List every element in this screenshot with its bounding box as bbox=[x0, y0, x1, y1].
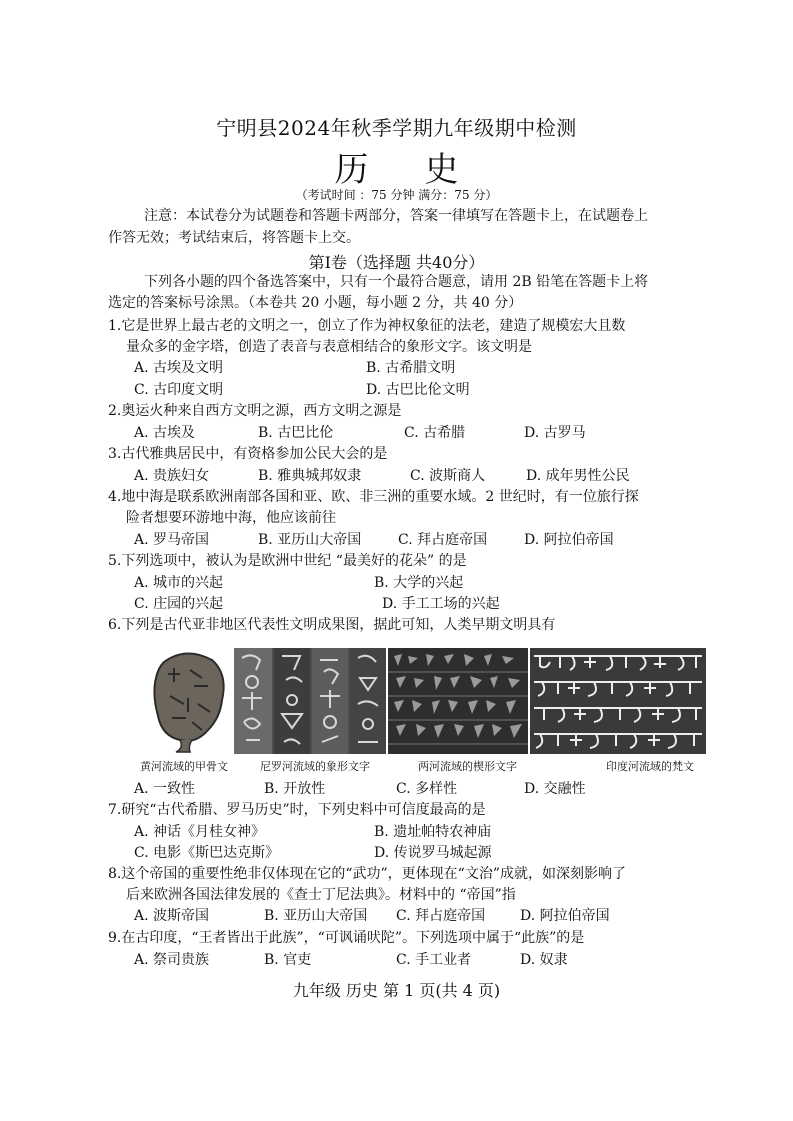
q9-option-c: C. 手工业者 bbox=[396, 952, 472, 968]
caption-sanskrit: 印度河流域的梵文 bbox=[606, 760, 694, 773]
q5-option-d: D. 手工工场的兴起 bbox=[382, 596, 500, 612]
question-4-options bbox=[134, 530, 734, 551]
q8-option-a: A. 波斯帝国 bbox=[134, 908, 210, 924]
caption-oracle-bone: 黄河流域的甲骨文 bbox=[140, 760, 228, 773]
question-1 bbox=[108, 316, 728, 358]
q3-option-d: D. 成年男性公民 bbox=[526, 468, 630, 484]
q1-option-d: D. 古巴比伦文明 bbox=[366, 382, 470, 398]
q2-option-b: B. 古巴比伦 bbox=[258, 425, 334, 441]
question-7 bbox=[108, 800, 728, 821]
question-3-stem: 3.古代雅典居民中，有资格参加公民大会的是 bbox=[108, 446, 388, 462]
notice-line-2: 作答无效；考试结束后，将答题卡上交。 bbox=[108, 230, 360, 246]
sanskrit-image bbox=[530, 648, 706, 754]
q4-option-b: B. 亚历山大帝国 bbox=[258, 532, 362, 548]
question-9-stem: 9.在古印度，“王者皆出于此族”，“可讽诵吠陀”。下列选项中属于“此族”的是 bbox=[108, 930, 585, 946]
question-1-options-row-2 bbox=[134, 380, 734, 401]
question-6 bbox=[108, 615, 728, 636]
q6-option-a: A. 一致性 bbox=[134, 781, 196, 797]
q5-option-c: C. 庄园的兴起 bbox=[134, 596, 224, 612]
q4-option-d: D. 阿拉伯帝国 bbox=[524, 532, 614, 548]
section-instructions bbox=[108, 272, 698, 314]
question-9 bbox=[108, 928, 728, 949]
question-2-options bbox=[134, 423, 734, 444]
question-6-options bbox=[134, 779, 734, 800]
oracle-bone-image bbox=[150, 648, 230, 754]
question-8-stem-1: 8.这个帝国的重要性绝非仅体现在它的“武功”，更体现在“文治”成就，如深刻影响了 bbox=[108, 866, 626, 882]
question-3-options bbox=[134, 466, 734, 487]
caption-cuneiform: 两河流域的楔形文字 bbox=[418, 760, 517, 773]
exam-title: 宁明县2024年秋季学期九年级期中检测 bbox=[216, 116, 577, 140]
q3-option-b: B. 雅典城邦奴隶 bbox=[258, 468, 362, 484]
q6-option-d: D. 交融性 bbox=[524, 781, 586, 797]
q2-option-c: C. 古希腊 bbox=[404, 425, 466, 441]
question-8-options bbox=[134, 906, 734, 927]
question-7-stem: 7.研究“古代希腊、罗马历史”时，下列史料中可信度最高的是 bbox=[108, 802, 486, 818]
q5-option-b: B. 大学的兴起 bbox=[374, 575, 464, 591]
question-6-stem: 6.下列是古代亚非地区代表性文明成果图，据此可知，人类早期文明具有 bbox=[108, 617, 556, 633]
question-9-options bbox=[134, 950, 734, 971]
q8-option-d: D. 阿拉伯帝国 bbox=[520, 908, 610, 924]
question-5-stem: 5.下列选项中，被认为是欧洲中世纪 “最美好的花朵” 的是 bbox=[108, 553, 467, 569]
q7-option-a: A. 神话《月桂女神》 bbox=[134, 824, 266, 840]
q7-option-d: D. 传说罗马城起源 bbox=[374, 845, 492, 861]
question-1-stem-2: 量众多的金字塔，创造了表音与表意相结合的象形文字。该文明是 bbox=[126, 339, 532, 355]
question-5 bbox=[108, 551, 728, 572]
q4-option-c: C. 拜占庭帝国 bbox=[398, 532, 488, 548]
question-3 bbox=[108, 444, 728, 465]
q6-option-c: C. 多样性 bbox=[396, 781, 458, 797]
notice bbox=[108, 205, 698, 249]
question-2 bbox=[108, 401, 728, 422]
ancient-scripts-figure bbox=[150, 648, 706, 754]
q7-option-b: B. 遗址帕特农神庙 bbox=[374, 824, 492, 840]
instr-line-2: 选定的答案标号涂黑。（本卷共 20 小题，每小题 2 分，共 40 分） bbox=[108, 295, 523, 311]
q6-option-b: B. 开放性 bbox=[264, 781, 326, 797]
cuneiform-image bbox=[388, 648, 528, 754]
q9-option-a: A. 祭司贵族 bbox=[134, 952, 210, 968]
q5-option-a: A. 城市的兴起 bbox=[134, 575, 224, 591]
q4-option-a: A. 罗马帝国 bbox=[134, 532, 210, 548]
q1-option-c: C. 古印度文明 bbox=[134, 382, 224, 398]
hieroglyphs-image bbox=[234, 648, 386, 754]
caption-hieroglyphs: 尼罗河流域的象形文字 bbox=[260, 760, 370, 773]
question-1-stem-1: 1.它是世界上最古老的文明之一，创立了作为神权象征的法老，建造了规模宏大且数 bbox=[108, 318, 626, 334]
question-8 bbox=[108, 864, 728, 906]
q8-option-c: C. 拜占庭帝国 bbox=[396, 908, 486, 924]
section-title: 第Ⅰ卷（选择题 共40分） bbox=[308, 253, 485, 272]
q8-option-b: B. 亚历山大帝国 bbox=[264, 908, 368, 924]
question-1-options-row-1 bbox=[134, 358, 734, 379]
question-5-options-row-2 bbox=[134, 594, 734, 615]
question-8-stem-2: 后来欧洲各国法律发展的《查士丁尼法典》。材料中的 “帝国”指 bbox=[126, 887, 516, 903]
page-footer: 九年级 历史 第 1 页(共 4 页) bbox=[292, 981, 501, 1000]
q3-option-a: A. 贵族妇女 bbox=[134, 468, 210, 484]
notice-line-1: 注意：本试卷分为试题卷和答题卡两部分，答案一律填写在答题卡上，在试题卷上 bbox=[144, 208, 648, 224]
question-4 bbox=[108, 487, 728, 529]
q7-option-c: C. 电影《斯巴达克斯》 bbox=[134, 845, 280, 861]
question-7-options-row-2 bbox=[134, 843, 734, 864]
q3-option-c: C. 波斯商人 bbox=[410, 468, 486, 484]
question-7-options-row-1 bbox=[134, 822, 734, 843]
question-4-stem-2: 险者想要环游地中海，他应该前往 bbox=[126, 510, 336, 526]
question-4-stem-1: 4.地中海是联系欧洲南部各国和亚、欧、非三洲的重要水域。2 世纪时，有一位旅行探 bbox=[108, 489, 639, 505]
q9-option-b: B. 官吏 bbox=[264, 952, 312, 968]
exam-info: （考试时间 ：75 分钟 满分：75 分） bbox=[295, 188, 498, 202]
q1-option-b: B. 古希腊文明 bbox=[366, 360, 456, 376]
subject-title: 历史 bbox=[334, 150, 515, 190]
q2-option-d: D. 古罗马 bbox=[524, 425, 586, 441]
q9-option-d: D. 奴隶 bbox=[520, 952, 568, 968]
q2-option-a: A. 古埃及 bbox=[134, 425, 196, 441]
question-5-options-row-1 bbox=[134, 573, 734, 594]
q1-option-a: A. 古埃及文明 bbox=[134, 360, 224, 376]
question-2-stem: 2.奥运火种来自西方文明之源，西方文明之源是 bbox=[108, 403, 402, 419]
instr-line-1: 下列各小题的四个备选答案中，只有一个最符合题意，请用 2B 铅笔在答题卡上将 bbox=[144, 274, 649, 290]
